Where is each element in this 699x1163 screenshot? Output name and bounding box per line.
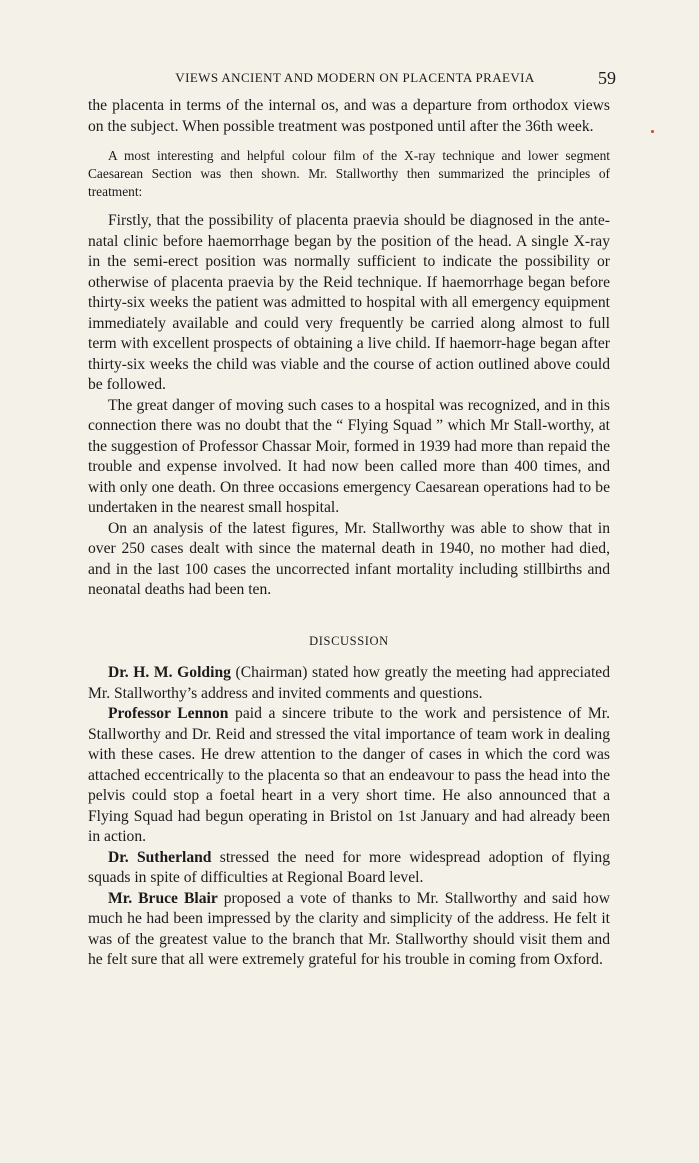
paragraph-treatment-principles: Firstly, that the possibility of placenta praevia should be diagnosed in the ante-natal clinic before haemorrhage began by the position of the head. A single X-ray in the semi-erect position was normally sufficient to indicate the possibility or otherwise of placenta praevia by the Reid technique. If haemorrhage began before thirty-six weeks the patient was admitted to hospital with all emergency equipment immediately available and could very frequently be carried along almost to full term with excellent prospects of obtaining a live child. If haemorr-hage began after thirty-six weeks the child was viable and the course of action outlined above could be followed.: [88, 212, 610, 393]
page-number: 59: [598, 68, 616, 88]
running-title: VIEWS ANCIENT AND MODERN ON PLACENTA PRAEVIA: [175, 70, 535, 85]
article-body: [88, 96, 610, 971]
speaker-name: Professor Lennon: [108, 705, 229, 722]
discussion-entry: [88, 663, 610, 704]
discussion-text: stressed the need for more widespread adoption of flying squads in spite of difficulties at Regional Board level.: [88, 848, 610, 886]
paragraph-continuation: the placenta in terms of the internal os, and was a departure from orthodox views on the subject. When possible treatment was postponed until after the 36th week.: [88, 97, 610, 135]
speaker-name: Dr. Sutherland: [108, 848, 212, 866]
discussion-entry: [88, 704, 610, 848]
paragraph-film-note: A most interesting and helpful colour film of the X-ray technique and lower segment Caesarean Section was then shown. Mr. Stallworthy then summarized the principles of treatment:: [88, 148, 610, 199]
ink-spot: [651, 130, 654, 133]
discussion-text: (Chairman) stated how greatly the meeting had appreciated Mr. Stallworthy’s address and invited comments and questions.: [88, 664, 610, 702]
speaker-name: Dr. H. M. Golding: [108, 664, 231, 681]
discussion-entry: [88, 889, 610, 971]
discussion-text: paid a sincere tribute to the work and persistence of Mr. Stallworthy and Dr. Reid and stressed the vital importance of team work in dealing with these cases. He drew attention to the danger of cases in which the cord was attached eccentrically to the placenta so that an endeavour to pass the head into the pelvis could stop a foetal heart in a very short time. He also announced that a Flying Squad had begun operating in Bristol on 1st January and had already been in action.: [88, 705, 610, 845]
paragraph-flying-squad: The great danger of moving such cases to a hospital was recognized, and in this connection there was no doubt that the “ Flying Squad ” which Mr Stall-worthy, at the suggestion of Professor Chassar Moir, formed in 1939 had more than repaid the trouble and expense involved. It had now been called more than 400 times, and with only one death. On three occasions emergency Caesarean operations had to be undertaken in the nearest small hospital.: [88, 396, 610, 516]
speaker-name: Mr. Bruce Blair: [108, 889, 218, 907]
discussion-entry: [88, 848, 610, 889]
discussion-text: proposed a vote of thanks to Mr. Stallworthy and said how much he had been impressed by the clarity and simplicity of the address. He felt it was of the greatest value to the branch that Mr. Stallworthy should visit them and he felt sure that all were extremely grateful for his trouble in coming from Oxford.: [88, 889, 610, 968]
paragraph-analysis: On an analysis of the latest figures, Mr. Stallworthy was able to show that in over 250 cases dealt with since the maternal death in 1940, no mother had died, and in the last 100 cases the uncorrected infant mortality including stillbirths and neonatal deaths had been ten.: [88, 519, 610, 598]
discussion-heading: DISCUSSION: [309, 633, 389, 648]
